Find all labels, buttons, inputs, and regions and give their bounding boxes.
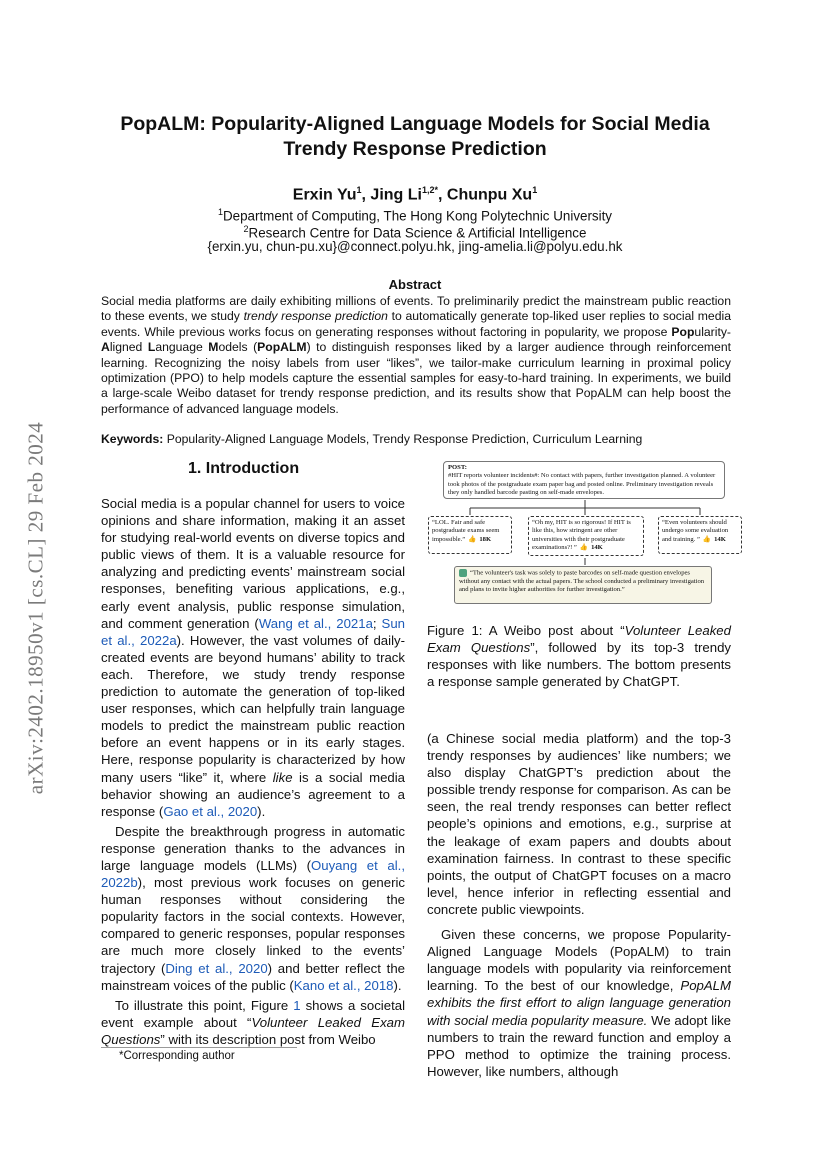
abstract-emphasis: trendy response prediction — [243, 309, 388, 324]
thumbs-up-icon: 👍 — [468, 535, 477, 543]
paragraph-5 — [427, 926, 731, 1080]
text: is a social media behavior showing an audience’s agreement to a response ( — [101, 769, 406, 819]
like-count: 14K — [714, 535, 726, 543]
right-column — [427, 730, 731, 1080]
citation-link[interactable]: Sun et al., 2022a — [101, 615, 406, 648]
emphasis: PopALM exhibits the first effort to align language generation with social media popularity measure. — [427, 978, 731, 1028]
model-name-part: odels — [218, 340, 248, 355]
text: ), most previous work focuses on generic human responses without considering the popularity factors in the social contexts. However, compared to generic responses, popular responses are much more closely linked to the events’ trajectory ( — [101, 875, 405, 976]
abstract-heading: Abstract — [388, 277, 442, 292]
citation-link[interactable]: Ouyang et al., 2022b — [101, 857, 406, 891]
citation-link[interactable]: Ding et al., 2020 — [165, 960, 268, 976]
response-text: “Oh my, HIT is so rigorous! If HIT is like this, how stringent are other universities with their postgraduate examinations?! ” — [532, 519, 631, 552]
paragraph-2 — [101, 823, 405, 994]
model-abbrev: PopALM — [257, 340, 307, 355]
abstract-part: Social media platforms are daily exhibiting millions of events. To preliminarily predict the mainstream public reaction to these events, we study — [101, 294, 731, 324]
text: We adopt like numbers to train the reward function and employ a PPO method to optimize the training process. However, like numbers, although — [427, 1012, 731, 1079]
affil-mark: 1 — [217, 207, 223, 217]
text: To illustrate this point, Figure — [115, 997, 294, 1013]
paragraph-3 — [101, 997, 405, 1048]
footnote-rule — [101, 1047, 297, 1048]
text: ). — [257, 803, 266, 819]
caption-text: Figure 1: A Weibo post about “ — [427, 623, 625, 638]
text: ). However, the vast volumes of daily-created events are beyond humans’ ability to track each. Therefore, we study trendy response prediction to automate the generation of top-liked user responses, which can helpfully train language models to predict the mainstream public reaction before an event happens or in its early stages. Here, response popularity is characterized by how many users “like” it, where — [101, 632, 405, 785]
weibo-post-box — [443, 461, 725, 499]
response-text: “LOL. Fair and safe postgraduate exams seem impossible.” — [432, 519, 500, 543]
emphasis: like — [272, 769, 293, 785]
model-name-part: ularity- — [694, 324, 731, 339]
text: ” with its description post from Weibo — [160, 1031, 376, 1047]
author-affil-mark: 1 — [356, 185, 362, 195]
trendy-response-3 — [658, 516, 742, 554]
text: Given these concerns, we propose Popularity-Aligned Language Models (PopALM) to train language models with popularity via reinforcement learning. To the best of our knowledge, — [427, 927, 731, 994]
figure-ref-link[interactable]: 1 — [293, 997, 301, 1013]
author-affil-mark: 1 — [532, 185, 538, 195]
like-count: 14K — [591, 544, 603, 552]
chatgpt-response-box — [454, 566, 712, 604]
post-label: POST: — [448, 464, 467, 471]
citation-link[interactable]: Kano et al., 2018 — [293, 977, 394, 993]
author-name: Jing Li — [370, 186, 422, 204]
post-text: #HIT reports volunteer incidents#: No contact with papers, further investigation planned. A volunteer took photos of the postgraduate exam paper bag and posted online. Preliminary investigation reveals they only handled barcode pasting on self-made envelopes. — [448, 472, 716, 497]
keywords-label: Keywords: — [101, 432, 164, 446]
figure-1-caption — [427, 622, 731, 690]
text: ) and better reflect the mainstream voices of the public ( — [101, 960, 405, 993]
arxiv-id: arXiv:2402.18950v1 [cs.CL] 29 Feb 2024 — [23, 421, 48, 795]
abstract-part: to automatically generate top-liked user replies to social media events. While previous works focus on generating responses without factoring in popularity, we propose — [101, 309, 731, 339]
caption-emphasis: Volunteer Leaked Exam Questions — [427, 623, 731, 656]
author-list: Erxin Yu$^1$, Jing $Li^{1,2*}$, Chunpu Xu$^1$ — [292, 185, 538, 204]
like-count: 18K — [479, 535, 492, 543]
citation-link[interactable]: Wang et al., 2021a — [258, 615, 373, 631]
response-text: “Even volunteers should undergo some evaluation and training. ” — [662, 519, 729, 543]
model-name-part: anguage — [155, 340, 209, 355]
author-emails: {erxin.yu, chun-pu.xu}@connect.polyu.hk, jing-amelia.li@polyu.edu.hk — [207, 239, 623, 254]
title-line-2: Trendy Response Prediction — [283, 138, 547, 160]
affil-text: Department of Computing, The Hong Kong Polytechnic University — [222, 208, 613, 224]
model-name-part: ligned — [109, 340, 148, 355]
thumbs-up-icon: 👍 — [579, 544, 589, 552]
chatgpt-icon — [459, 569, 467, 577]
abstract-part: ) to distinguish responses liked by a larger audience through reinforcement learning. Recognizing the noisy labels from user “likes”, we tailor-make curriculum learning in proximal policy optimization (PPO) to help models capture the essential samples for easy-to-hard training. In experiments, we build a large-scale Weibo dataset for trendy response prediction, and its results show that PopALM can help boost the performance of advanced language models. — [101, 340, 731, 416]
figure-1 — [432, 458, 735, 608]
model-name-bold: Pop — [671, 324, 695, 339]
affil-mark: 2 — [243, 224, 249, 234]
section-heading-introduction: 1. Introduction — [188, 460, 300, 477]
thumbs-up-icon: 👍 — [702, 535, 712, 543]
model-name-bold: L — [147, 340, 156, 355]
text: ). — [393, 977, 402, 993]
text: shows a societal event example about “ — [101, 997, 406, 1030]
emphasis: Volunteer Leaked Exam Questions — [101, 1014, 405, 1047]
text: Despite the breakthrough progress in automatic response generation thanks to the advances in large language models (LLMs) ( — [101, 823, 405, 873]
text: Social media is a popular channel for users to voice opinions and share information, making it an asset for studying real-world events on diverse topics and public views of them. It is a valuable resource for analyzing and predicting events’ mainstream social responses, benefiting various applications, e.g., early event analysis, public response simulation, and comment generation ( — [101, 496, 405, 631]
title-line-1: PopALM: Popularity-Aligned Language Models for Social Media — [120, 113, 710, 135]
keywords-list: Popularity-Aligned Language Models, Trendy Response Prediction, Curriculum Learning — [166, 432, 643, 446]
trendy-response-1 — [428, 516, 512, 554]
keywords — [101, 432, 731, 447]
text: ; — [372, 615, 382, 631]
affil-text: Research Centre for Data Science & Artificial Intelligence — [248, 225, 587, 241]
paragraph-1 — [101, 495, 405, 820]
author-name: Chunpu Xu — [446, 186, 533, 204]
trendy-response-2 — [528, 516, 644, 556]
left-column — [101, 495, 405, 1048]
chatgpt-text: “The volunteer's task was solely to paste barcodes on self-made question envelopes without any contact with the actual papers. The school conducted a preliminary investigation and plans to invite higher authorities for further investigation.” — [459, 569, 705, 593]
paragraph-4: (a Chinese social media platform) and the top-3 trendy responses by audiences’ like numbers; we also display ChatGPT’s prediction about the possible trendy response for comparison. As can be seen, the real trendy responses can better reflect people’s opinions and emotions, e.g., surprise at the leakage of exam papers and doubts about examination fairness. In contrast to these specific points, the output of ChatGPT focuses on a macro level, hence inferior in reflecting essential and concrete public viewpoints. — [427, 731, 731, 917]
model-name-bold: M — [208, 340, 219, 355]
footnote: *Corresponding author — [119, 1050, 235, 1062]
arxiv-sidebar-stamp — [22, 368, 50, 848]
model-name-bold: A — [101, 340, 110, 355]
abstract-text — [101, 294, 731, 417]
paper-title — [100, 112, 730, 162]
author-name: Erxin Yu — [292, 186, 357, 204]
author-affil-mark: 1,2* — [421, 185, 438, 195]
citation-link[interactable]: Gao et al., 2020 — [163, 803, 258, 819]
abstract-part: ( — [247, 340, 258, 355]
caption-text: ”, followed by its top-3 trendy responses with like numbers. The bottom presents a response sample generated by ChatGPT. — [427, 640, 732, 690]
